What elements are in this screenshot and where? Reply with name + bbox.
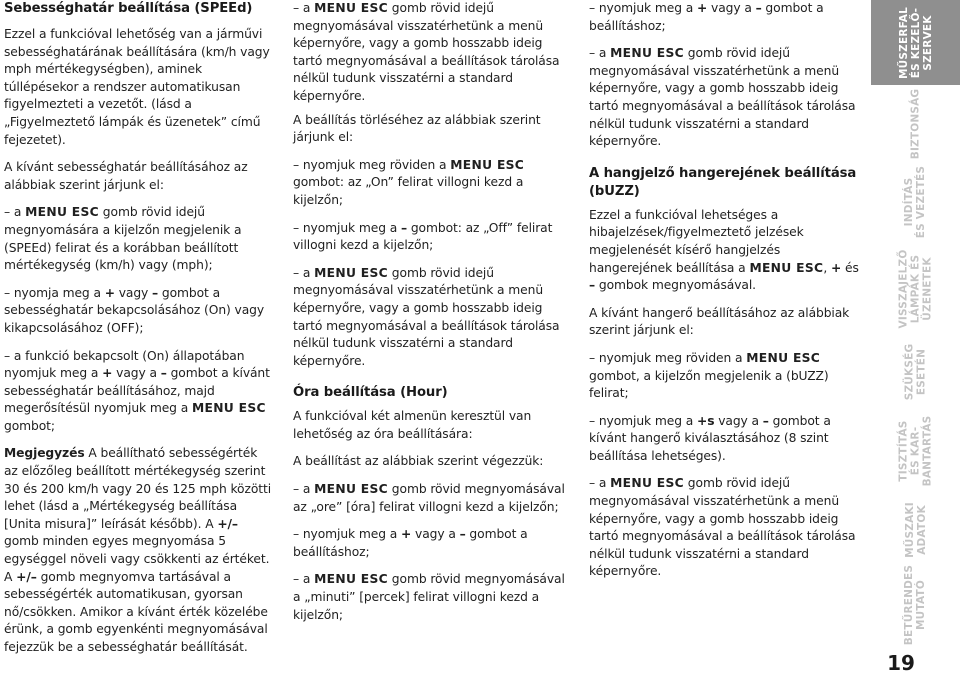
step-item: – nyomjuk meg a + vagy a – gombot a beállításhoz; (293, 527, 528, 559)
column-1 (4, 0, 272, 657)
step-item: – nyomjuk meg röviden a MENU ESC gombot: az „On” felirat villogni kezd a kijelzőn; (293, 157, 525, 207)
step-item: – a MENU ESC gomb rövid idejű megnyomásával visszatérhetünk a menü képernyőre, vagy a gomb hosszabb ideig tartó megnyomásával a beállítások tárolása nélkül tudunk visszatérni a standard képernyőre. (589, 46, 856, 149)
step-item: – nyomjuk meg a – gombot: az „Off” felirat villogni kezd a kijelzőn; (293, 220, 553, 253)
step-item: – nyomjuk meg a +s vagy a – gombot a kívánt hangerő kiválasztásához (8 szint beállítása lehetséges). (589, 413, 831, 463)
paragraph: Ezzel a funkcióval lehetőség van a járművi sebességhatárának beállítására (km/h vagy mph mértékegységben), aminek túllépésekor a rendszer automatikusan figyelmezteti a vezetőt. (lásd a „Figyelmeztető lámpák és üzenetek” című fejezetet). (4, 27, 270, 147)
tab-emergency[interactable]: SZÜKSÉG ESETÉN (903, 343, 928, 401)
paragraph: A kívánt hangerő beállításához az alábbiak szerint járjunk el: (589, 305, 850, 338)
step-item: – nyomjuk meg röviden a MENU ESC gombot, a kijelzőn megjelenik a (bUZZ) felirat; (589, 350, 829, 401)
step-item: – nyomjuk meg a + vagy a – gombot a beállításhoz; (589, 1, 824, 33)
page-number: 19 (887, 651, 915, 675)
tab-starting-driving[interactable]: INDÍTÁS ÉS VEZETÉS (903, 165, 928, 239)
tab-dashboard-controls[interactable]: MŰSZERFAL ÉS KEZELŐ- SZERVEK (871, 0, 960, 85)
step-item: – a MENU ESC gomb rövid idejű megnyomására a kijelzőn megjelenik a (SPEEd) felirat és a korábban beállított mértékegység (km/h) vagy (mph); (4, 205, 242, 273)
tab-technical-data[interactable]: MŰSZAKI ADATOK (903, 502, 928, 558)
step-item: – a MENU ESC gomb rövid idejű megnyomásával visszatérhetünk a menü képernyőre, vagy a gomb hosszabb ideig tartó megnyomásával a beállítások tárolása nélkül tudunk visszatérni a standard képernyőre. (293, 265, 560, 368)
tab-warning-lights[interactable]: VISSZAJELZŐ LÁMPÁK ÉS ÜZENETEK (897, 249, 934, 329)
paragraph: A beállítást az alábbiak szerint végezzük: (293, 454, 544, 469)
paragraph: A beállítás törléséhez az alábbiak szerint járjunk el: (293, 112, 541, 145)
section-title-hour: Óra beállítása (Hour) (293, 385, 448, 401)
note-paragraph: Megjegyzés A beállítható sebességérték az előzőleg beállított mértékegység szerint 30 és 200 km/h vagy 20 és 125 mph közötti lehet (lásd a „Mértékegység beállítása [Unita misura]” leírását később). A +/– gomb minden egyes megnyomása 5 egységgel növeli vagy csökkenti az értéket. A +/– gomb megnyomva tartásával a sebességérték automatikusan, gyorsan nő/csökken. Amikor a kívánt érték közelébe érünk, a gomb egyenkénti megnyomásával fejezzük be a sebességhatár beállítását. (4, 446, 272, 654)
column-3 (589, 0, 861, 581)
step-item: – a MENU ESC gomb rövid idejű megnyomásával visszatérhetünk a menü képernyőre, vagy a gomb hosszabb ideig tartó megnyomásával a beállítások tárolása nélkül tudunk visszatérni a standard képernyőre. (293, 1, 560, 103)
step-item: – a funkció bekapcsolt (On) állapotában nyomjuk meg a + vagy a – gombot a kívánt sebességhatár beállításához, majd megerősítésül nyomjuk meg a MENU ESC gombot; (4, 348, 270, 433)
column-2 (293, 0, 565, 624)
tab-safety[interactable]: BIZTONSÁG (909, 88, 922, 160)
tab-index[interactable]: BETŰRENDES MUTATÓ (903, 564, 928, 646)
section-title-buzz: A hangjelző hangerejének beállítása (bUZZ) (589, 165, 857, 199)
paragraph: A kívánt sebességhatár beállításához az alábbiak szerint járjunk el: (4, 160, 248, 192)
step-item: – a MENU ESC gomb rövid megnyomásával az „ore” [óra] felirat villogni kezd a kijelzőn; (293, 482, 565, 514)
paragraph: Ezzel a funkcióval lehetséges a hibajelzések/figyelmeztető jelzések megjelenését kísérő hangjelzés hangerejének beállítása a MENU ESC, + és – gombok megnyomásával. (589, 207, 859, 293)
step-item: – a MENU ESC gomb rövid idejű megnyomásával visszatérhetünk a menü képernyőre, vagy a gomb hosszabb ideig tartó megnyomásával a beállítások tárolása nélkül tudunk visszatérni a standard képernyőre. (589, 476, 856, 579)
step-item: – a MENU ESC gomb rövid megnyomásával a „minuti” [percek] felirat villogni kezd a kijelzőn; (293, 572, 565, 622)
tab-maintenance[interactable]: TISZTÍTÁS ÉS KAR- BANTARTÁS (897, 415, 934, 487)
chapter-sidebar (871, 0, 960, 675)
paragraph: A funkcióval két almenün keresztül van lehetőség az óra beállítására: (293, 409, 532, 441)
step-item: – nyomja meg a + vagy – gombot a sebességhatár bekapcsolásához (On) vagy kikapcsolásához (OFF); (4, 285, 265, 335)
section-title-speed: Sebességhatár beállítása (SPEEd) (4, 1, 253, 16)
